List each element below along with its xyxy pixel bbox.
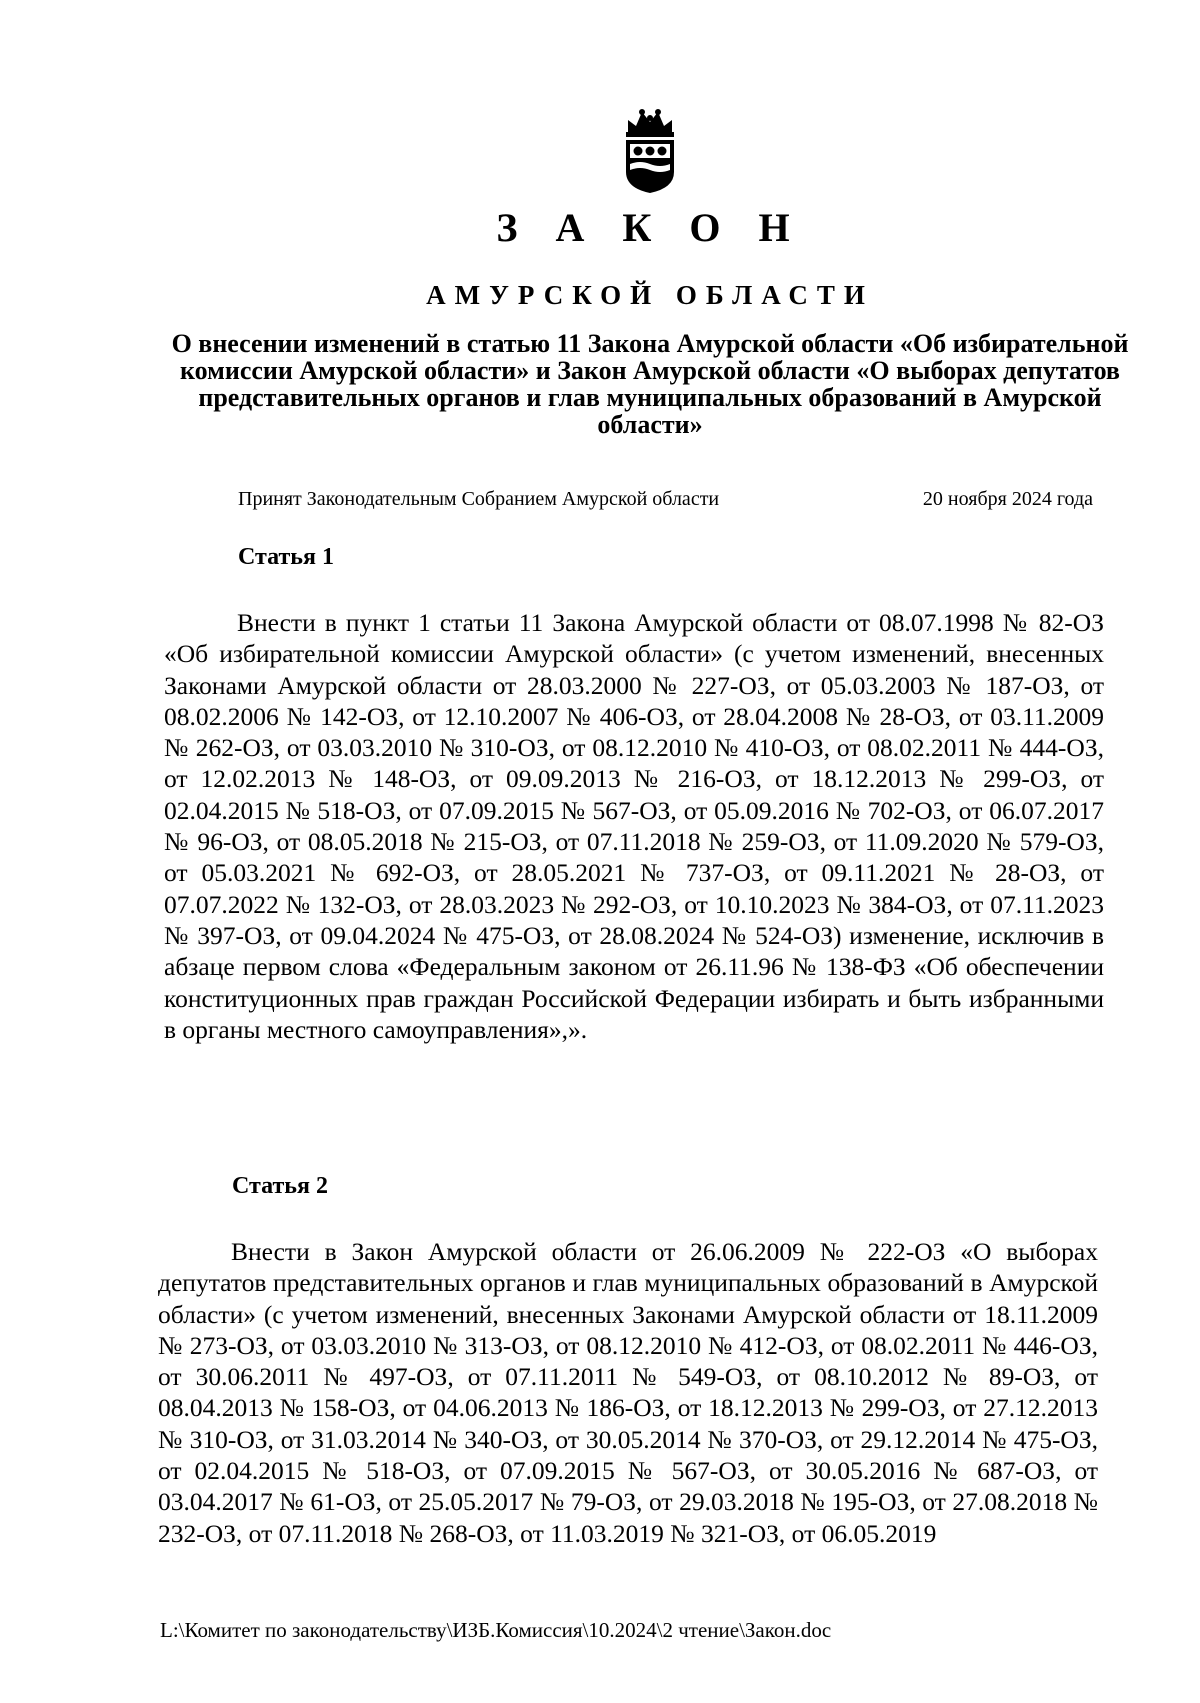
adoption-line [238, 488, 1093, 511]
coat-of-arms-icon [618, 108, 682, 194]
adoption-date: 20 ноября 2024 года [922, 488, 1093, 510]
adoption-body: Принят Законодательным Собранием Амурской области [238, 488, 720, 510]
law-title: З А К О Н [496, 205, 804, 250]
law-subject: О внесении изменений в статью 11 Закона Амурской области «Об избирательной комиссии Амурской области» и Закон Амурской области «О выборах депутатов представительных органов и глав муниципальных образований в Амурской области» [171, 329, 1129, 439]
region-title: АМУРСКОЙ ОБЛАСТИ [426, 280, 874, 310]
article-2-heading: Статья 2 [232, 1173, 328, 1199]
article-1-text: Внести в пункт 1 статьи 11 Закона Амурской области от 08.07.1998 № 82-ОЗ «Об избирательной комиссии Амурской области» (с учетом изменений, внесенных Законами Амурской области от 28.03.2000 № 227-ОЗ, от 05.03.2003 № 187-ОЗ, от 08.02.2006 № 142-ОЗ, от 12.10.2007 № 406-ОЗ, от 28.04.2008 № 28-ОЗ, от 03.11.2009 № 262-ОЗ, от 03.03.2010 № 310-ОЗ, от 08.12.2010 № 410-ОЗ, от 08.02.2011 № 444-ОЗ, от 12.02.2013 № 148-ОЗ, от 09.09.2013 № 216-ОЗ, от 18.12.2013 № 299-ОЗ, от 02.04.2015 № 518-ОЗ, от 07.09.2015 № 567-ОЗ, от 05.09.2016 № 702-ОЗ, от 06.07.2017 № 96-ОЗ, от 08.05.2018 № 215-ОЗ, от 07.11.2018 № 259-ОЗ, от 11.09.2020 № 579-ОЗ, от 05.03.2021 № 692-ОЗ, от 28.05.2021 № 737-ОЗ, от 09.11.2021 № 28-ОЗ, от 07.07.2022 № 132-ОЗ, от 28.03.2023 № 292-ОЗ, от 10.10.2023 № 384-ОЗ, от 07.11.2023 № 397-ОЗ, от 09.04.2024 № 475-ОЗ, от 28.08.2024 № 524-ОЗ) изменение, исключив в абзаце первом слова «Федеральным законом от 26.11.96 № 138-ФЗ «Об обеспечении конституционных прав граждан Российской Федерации избирать и быть избранными в органы местного самоуправления»,». [164, 608, 1104, 1044]
article-1-heading: Статья 1 [238, 544, 334, 570]
file-path-footer: L:\Комитет по законодательству\ИЗБ.Комиссия\10.2024\2 чтение\Закон.doc [160, 1618, 832, 1642]
article-2-text: Внести в Закон Амурской области от 26.06.2009 № 222-ОЗ «О выборах депутатов представительных органов и глав муниципальных образований в Амурской области» (с учетом изменений, внесенных Законами Амурской области от 18.11.2009 № 273-ОЗ, от 03.03.2010 № 313-ОЗ, от 08.12.2010 № 412-ОЗ, от 08.02.2011 № 446-ОЗ, от 30.06.2011 № 497-ОЗ, от 07.11.2011 № 549-ОЗ, от 08.10.2012 № 89-ОЗ, от 08.04.2013 № 158-ОЗ, от 04.06.2013 № 186-ОЗ, от 18.12.2013 № 299-ОЗ, от 27.12.2013 № 310-ОЗ, от 31.03.2014 № 340-ОЗ, от 30.05.2014 № 370-ОЗ, от 29.12.2014 № 475-ОЗ, от 02.04.2015 № 518-ОЗ, от 07.09.2015 № 567-ОЗ, от 30.05.2016 № 687-ОЗ, от 03.04.2017 № 61-ОЗ, от 25.05.2017 № 79-ОЗ, от 29.03.2018 № 195-ОЗ, от 27.08.2018 № 232-ОЗ, от 07.11.2018 № 268-ОЗ, от 11.03.2019 № 321-ОЗ, от 06.05.2019 [158, 1237, 1098, 1548]
